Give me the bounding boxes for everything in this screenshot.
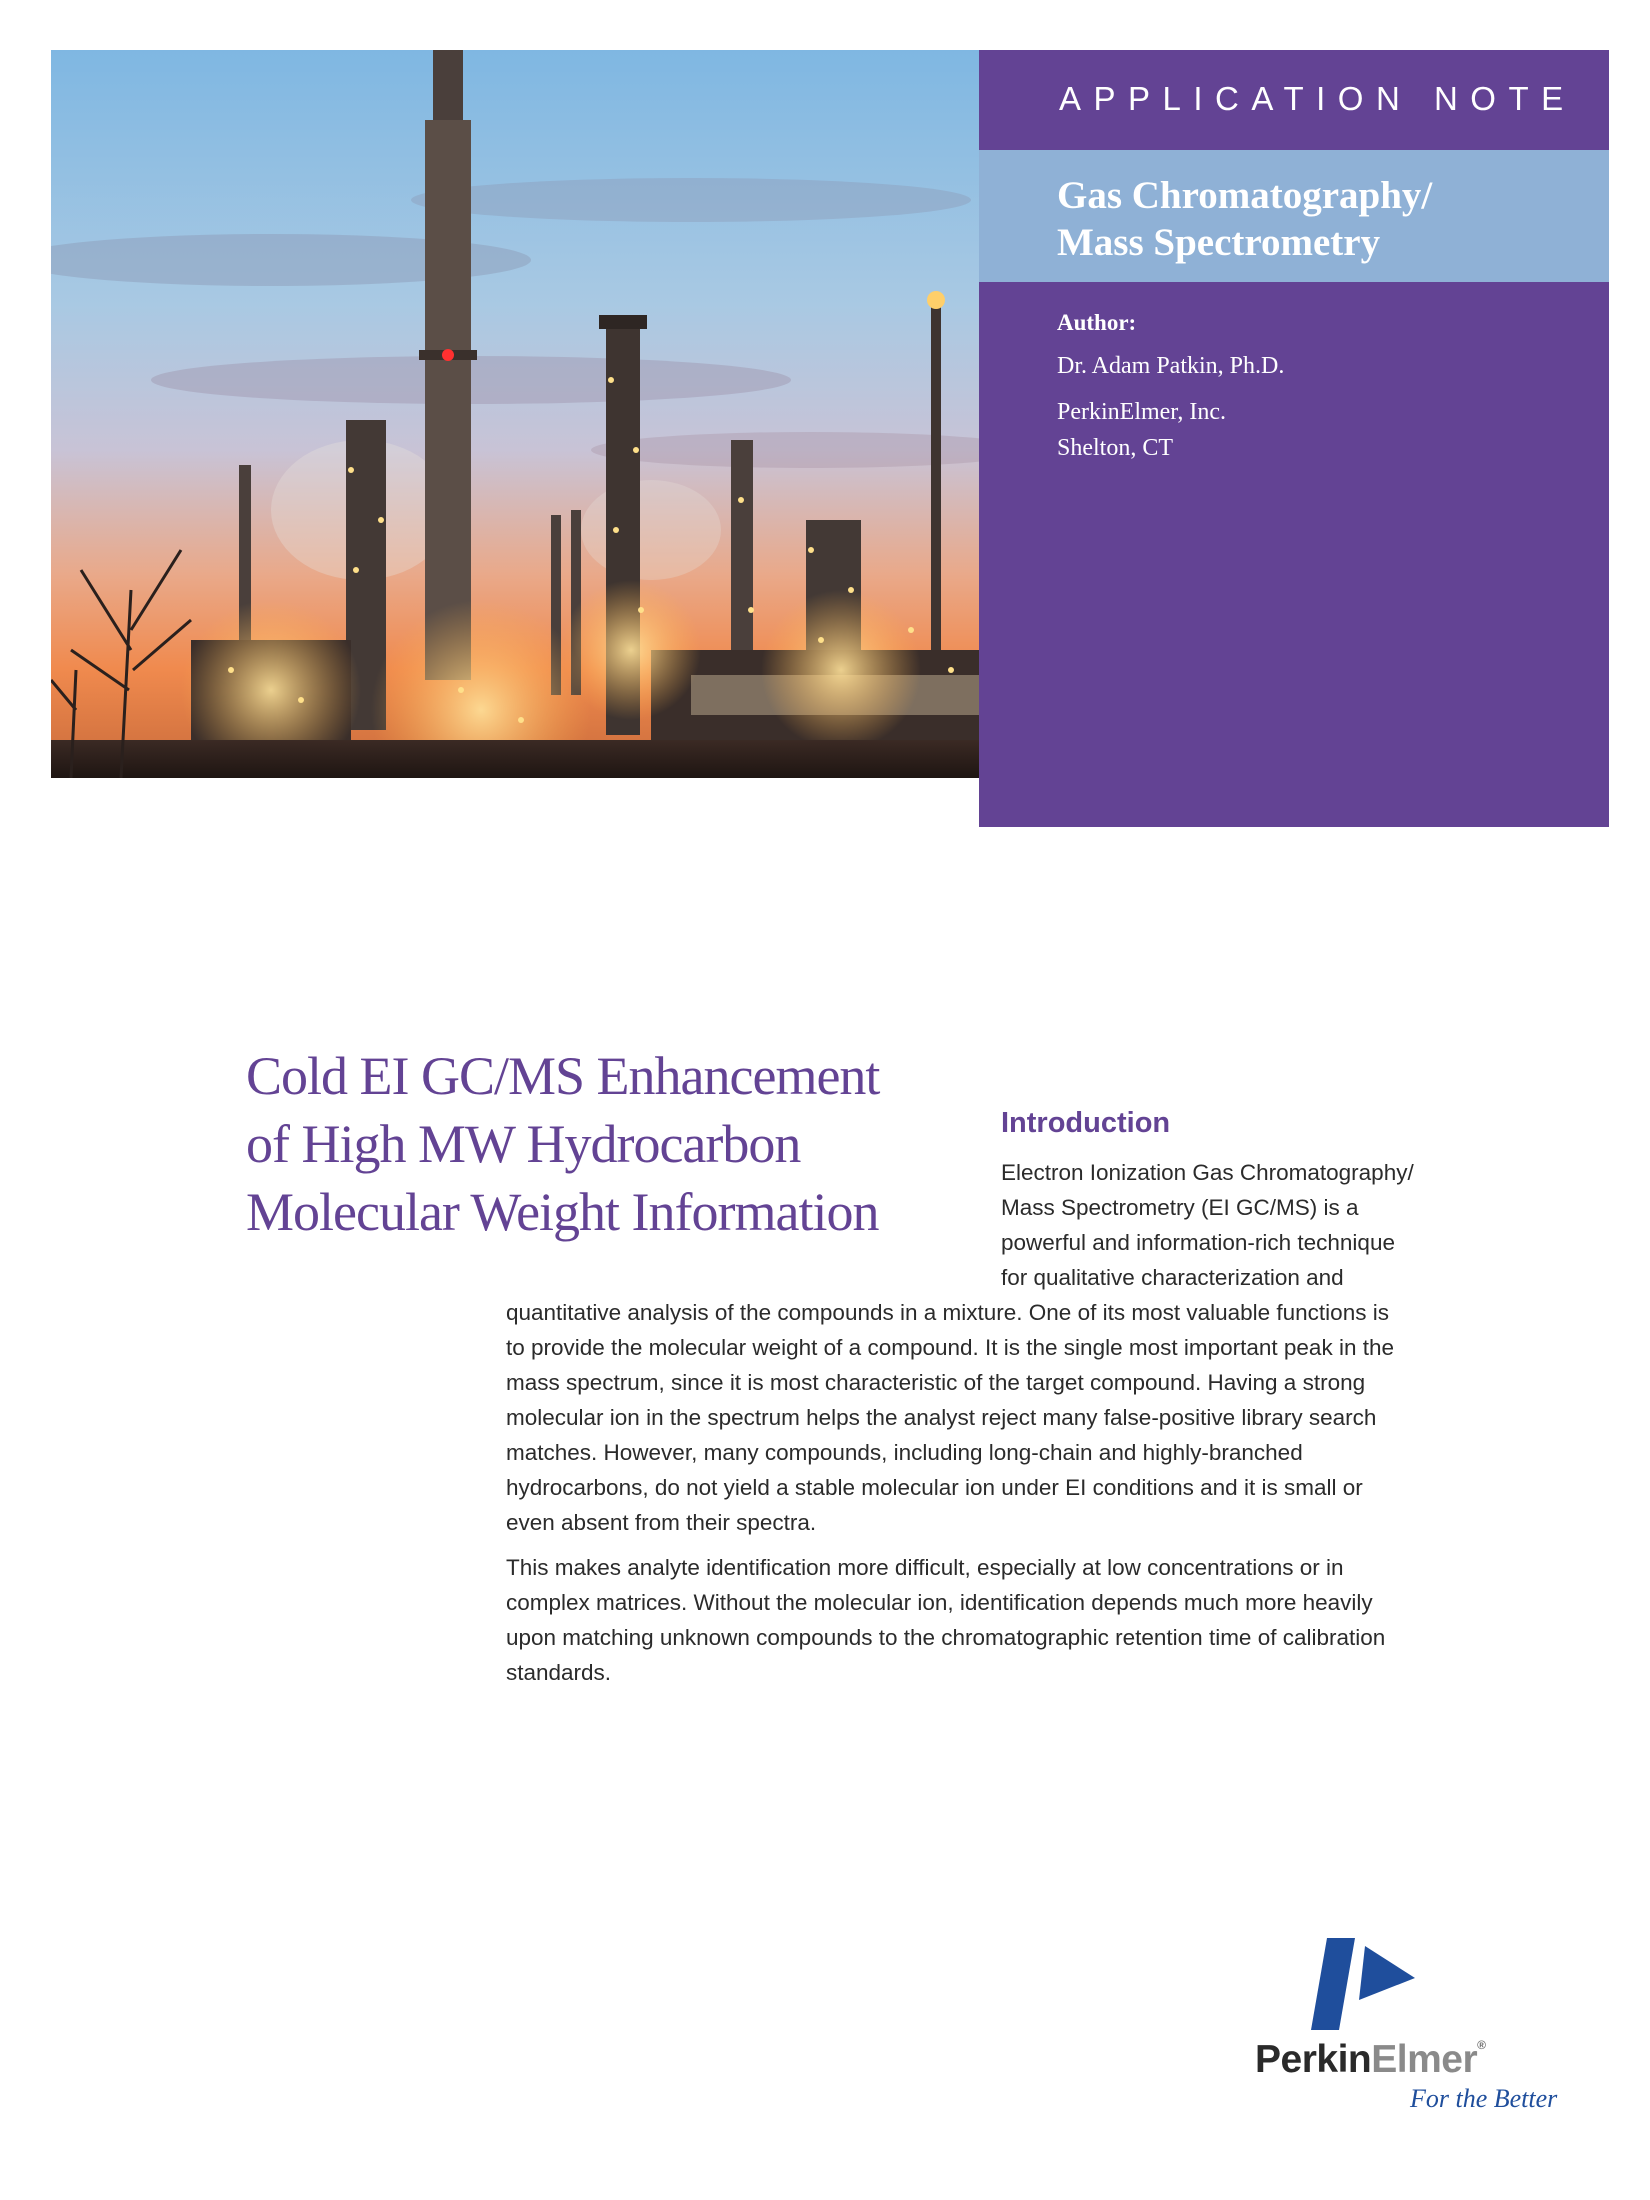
perkinelmer-logo — [1248, 1938, 1578, 2124]
intro-line: for qualitative characterization and — [1001, 1265, 1344, 1290]
intro-line: Mass Spectrometry (EI GC/MS) is a — [1001, 1195, 1359, 1220]
introduction-paragraph-2: This makes analyte identification more difficult, especially at low concentrations or in complex matrices. Without the molecular ion, identification depends much more heavily upon matching unknown compounds to the chromatographic retention time of calibration standards. — [506, 1555, 1386, 1685]
perkinelmer-p-icon — [1303, 1938, 1423, 2030]
intro-line: powerful and information-rich technique — [1001, 1230, 1395, 1255]
category-title — [1057, 172, 1577, 266]
logo-word-elmer: Elmer — [1371, 2038, 1478, 2081]
title-line-2: of High MW Hydrocarbon — [246, 1114, 801, 1174]
category-banner — [979, 150, 1609, 282]
title-line-1: Cold EI GC/MS Enhancement — [246, 1046, 880, 1106]
logo-word-perkin: Perkin — [1255, 2038, 1372, 2081]
logo-tagline: For the Better — [1410, 2084, 1558, 2113]
document-title — [246, 1042, 1006, 1246]
author-block — [1057, 310, 1284, 466]
logo-wordmark — [1255, 2038, 1485, 2082]
kicker-label: APPLICATION NOTE — [1059, 80, 1576, 117]
hero-image-refinery — [51, 50, 979, 778]
application-note-banner — [979, 50, 1609, 150]
intro-line: Electron Ionization Gas Chromatography/ — [1001, 1160, 1414, 1185]
refinery-illustration — [51, 50, 979, 778]
introduction-paragraph-1: quantitative analysis of the compounds in a mixture. One of its most valuable functions is to provide the molecular weight of a compound. It is the single most important peak in the mass spectrum, since it is most characteristic of the target compound. Having a strong molecular ion in the spectrum helps the analyst reject many false-positive library search matches. However, many compounds, including long-chain and highly-branched hydrocarbons, do not yield a stable molecular ion under EI conditions and it is small or even absent from their spectra. — [506, 1300, 1394, 1535]
registered-mark: ® — [1477, 2038, 1486, 2052]
author-panel — [979, 282, 1609, 827]
author-name: Dr. Adam Patkin, Ph.D. — [1057, 353, 1285, 379]
introduction-opening-lines — [1001, 1155, 1414, 1295]
author-organization: PerkinElmer, Inc. — [1057, 399, 1226, 425]
author-label: Author: — [1057, 310, 1137, 335]
introduction-heading: Introduction — [1001, 1107, 1171, 1139]
category-line-2: Mass Spectrometry — [1057, 221, 1381, 264]
author-location: Shelton, CT — [1057, 435, 1174, 461]
title-line-3: Molecular Weight Information — [246, 1182, 879, 1242]
category-line-1: Gas Chromatography/ — [1057, 174, 1433, 217]
